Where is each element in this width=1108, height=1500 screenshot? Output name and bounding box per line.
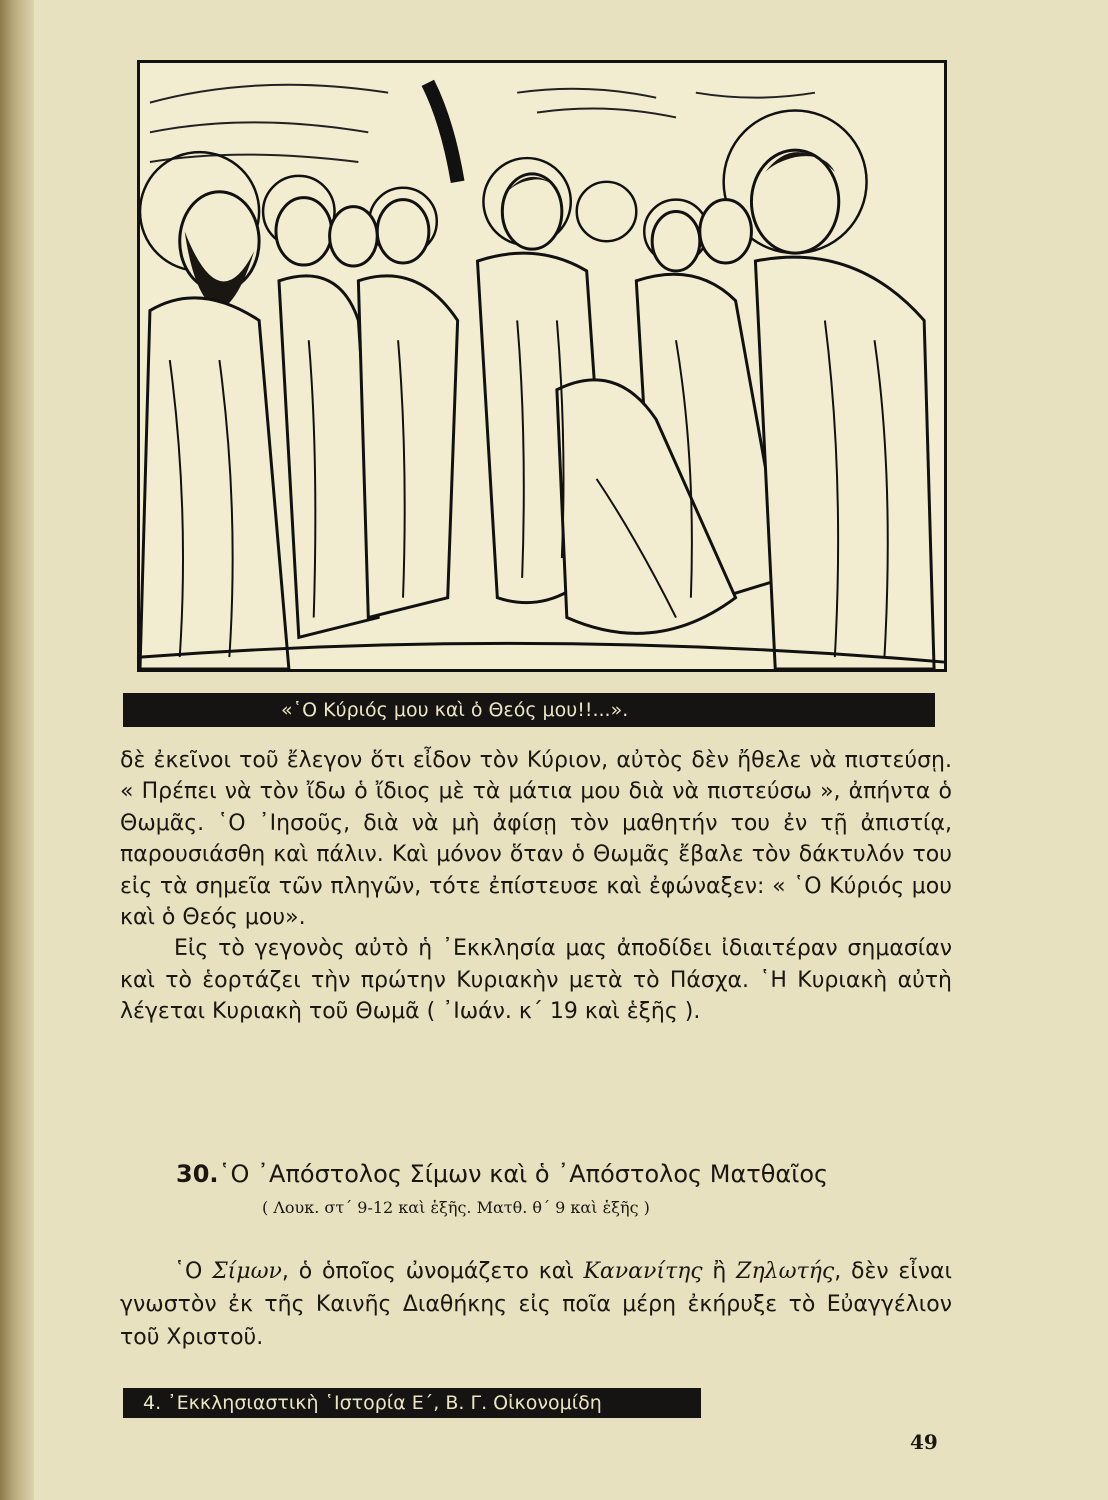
- christ-and-apostles-engraving-icon: [140, 63, 944, 669]
- text-run: ἢ: [702, 1259, 737, 1284]
- body-text: [120, 745, 952, 1028]
- body-paragraph: Εἰς τὸ γεγονὸς αὐτὸ ἡ ᾿Εκκλησία μας ἀποδίδει ἰδιαιτέραν σημασίαν καὶ τὸ ἑορτάζει τὴν πρώτην Κυριακὴν μετὰ τὸ Πάσχα. ῾Η Κυριακὴ αὐτὴ λέγεται Κυριακὴ τοῦ Θωμᾶ ( ᾿Ιωάν. κ΄ 19 καὶ ἑξῆς ).: [120, 936, 952, 1025]
- italic-name-kananitis: Κανανίτης: [583, 1259, 703, 1284]
- page-number: 49: [910, 1430, 938, 1454]
- book-footer-signature: 4. ᾿Εκκλησιαστικὴ ῾Ιστορία Ε΄, Β. Γ. Οἰκονομίδη: [123, 1388, 701, 1418]
- book-gutter-shadow: [0, 0, 34, 1500]
- section-paragraph: [120, 1255, 952, 1354]
- italic-name-zilotis: Ζηλωτής: [736, 1259, 835, 1284]
- section-title: ῾Ο ᾿Απόστολος Σίμων καὶ ὁ ᾿Απόστολος Ματθαῖος: [218, 1160, 829, 1188]
- section-heading: [176, 1160, 936, 1188]
- body-paragraph: δὲ ἐκεῖνοι τοῦ ἔλεγον ὅτι εἶδον τὸν Κύριον, αὐτὸς δὲν ἤθελε νὰ πιστεύσῃ. « Πρέπει νὰ τὸν ἴδω ὁ ἴδιος μὲ τὰ μάτια μου διὰ νὰ πιστεύσω », ἀπήντα ὁ Θωμᾶς. ῾Ο ᾿Ιησοῦς, διὰ νὰ μὴ ἀφίσῃ τὸν μαθητήν του ἐν τῇ ἀπιστίᾳ, παρουσιάσθη καὶ πάλιν. Καὶ μόνον ὅταν ὁ Θωμᾶς ἔβαλε τὸν δάκτυλόν του εἰς τὰ σημεῖα τῶν πληγῶν, τότε ἐπίστευσε καὶ ἐφώναξεν: « ῾Ο Κύριός μου καὶ ὁ Θεός μου».: [120, 748, 952, 931]
- section-number: 30.: [176, 1160, 219, 1188]
- section-reference: ( Λουκ. στ΄ 9-12 καὶ ἑξῆς. Ματθ. θ΄ 9 καὶ ἑξῆς ): [262, 1198, 650, 1217]
- text-run: , ὁ ὁποῖος ὠνομάζετο καὶ: [281, 1259, 584, 1284]
- illustration-caption: «῾Ο Κύριός μου καὶ ὁ Θεός μου!!...».: [123, 693, 935, 727]
- illustration-frame: [137, 60, 947, 672]
- text-run: ῾Ο: [174, 1259, 213, 1284]
- italic-name-simon: Σίμων: [212, 1259, 282, 1284]
- text-run: , δὲν εἶναι γνωστὸν ἐκ τῆς Καινῆς Διαθήκης εἰς ποῖα μέρη ἐκήρυξε τὸ Εὐαγγέλιον τοῦ Χριστοῦ.: [120, 1259, 952, 1350]
